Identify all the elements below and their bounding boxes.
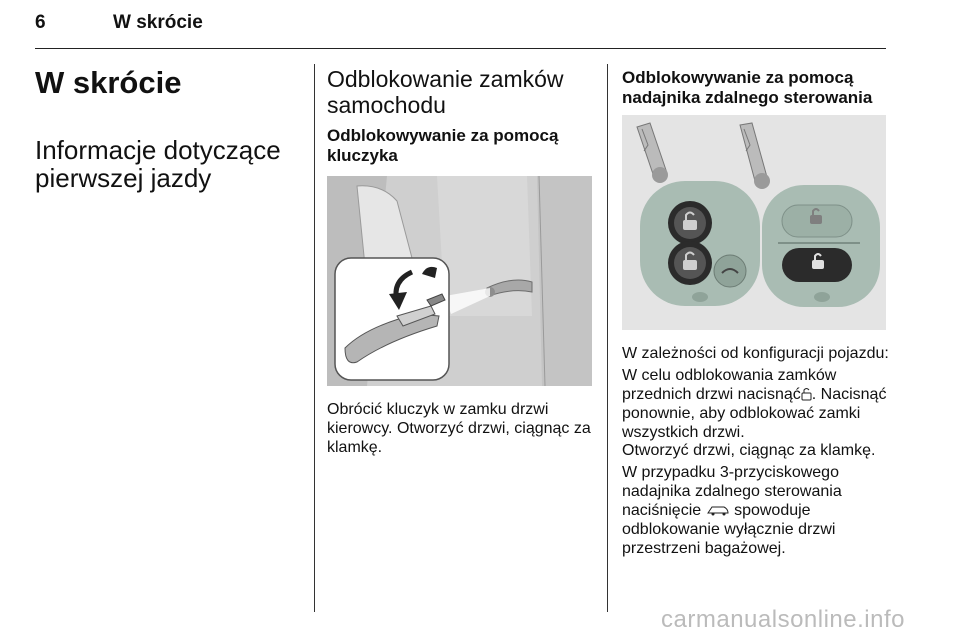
column-divider-2 [607,64,608,612]
paragraph-tailgate-text-2: spowoduje odblokowanie wyłącznie drzwi przestrzeni bagażowej. [622,502,836,557]
watermark: carmanualsonline.info [661,606,905,633]
tailgate-icon [706,504,730,516]
chapter-title: W skrócie [35,65,182,100]
header-rule [35,48,886,49]
page-number: 6 [35,12,46,33]
remote-key-illustration [622,115,886,330]
running-header: W skrócie [113,12,203,33]
section-title: Informacje dotyczące pierwszej jazdy [35,135,281,193]
subsection-title-remote: Odblokowywanie za pomocą nadajnika zdalnego sterowania [622,68,873,107]
door-lock-illustration [327,176,592,386]
paragraph-front-doors-text-1: W celu odblokowania zamków przednich drzwi nacisnąć [622,367,837,403]
paragraph-config: W zależności od konfiguracji pojazdu: [622,345,889,362]
section-title-unlocking: Odblokowanie zamków samochodu [327,66,564,118]
paragraph-open-door: Otworzyć drzwi, ciągnąc za klamkę. [622,442,876,459]
subsection-title-key: Odblokowywanie za pomocą kluczyka [327,126,559,165]
paragraph-key-unlock: Obrócić kluczyk w zamku drzwi kierowcy. Otworzyć drzwi, ciągnąc za klamkę. [327,401,591,456]
paragraph-tailgate [622,463,892,558]
paragraph-front-doors-text-2: . Nacisnąć ponownie, aby odblokować zamki wszystkich drzwi. [622,386,887,441]
unlock-icon [801,387,812,401]
column-divider-1 [314,64,315,612]
paragraph-front-doors [622,366,892,442]
paragraph-tailgate-text-1: W przypadku 3-przyciskowego nadajnika zdalnego sterowania naciśnięcie [622,464,842,519]
